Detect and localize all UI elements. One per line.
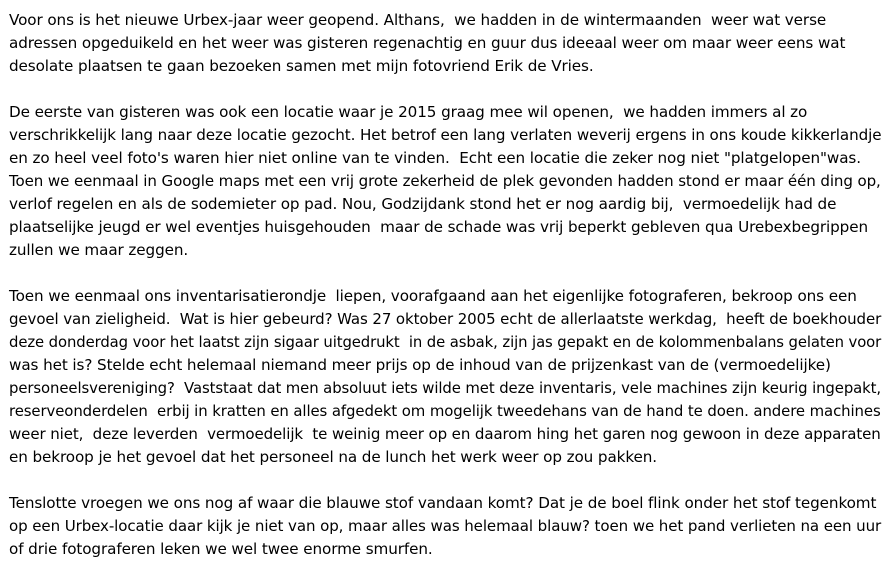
text-line: desolate plaatsen te gaan bezoeken samen met mijn fotovriend Erik de Vries. — [9, 57, 594, 75]
text-line: verschrikkelijk lang naar deze locatie gezocht. Het betrof een lang verlaten weverij ergens in ons koude kikkerlandje — [9, 126, 882, 144]
text-line: gevoel van zieligheid. Wat is hier gebeurd? Was 27 oktober 2005 echt de allerlaatste werkdag, heeft de boekhouder — [9, 310, 882, 328]
text-line: deze donderdag voor het laatst zijn sigaar uitgedrukt in de asbak, zijn jas gepakt en de kolommenbalans gelaten voor — [9, 333, 882, 351]
text-line: of drie fotograferen leken we wel twee enorme smurfen. — [9, 540, 433, 558]
paragraph-blue-dust — [9, 492, 881, 561]
text-line: zullen we maar zeggen. — [9, 241, 189, 259]
document-body — [9, 9, 881, 584]
text-line: plaatselijke jeugd er wel eventjes huisgehouden maar de schade was vrij beperkt gebleven qua Urebexbegrippen — [9, 218, 868, 236]
paragraph-intro — [9, 9, 881, 78]
text-line: reserveonderdelen erbij in kratten en alles afgedekt om mogelijk tweedehans van de hand te doen. andere machines — [9, 402, 881, 420]
text-line: en bekroop je het gevoel dat het personeel na de lunch het werk weer op zou pakken. — [9, 448, 657, 466]
text-line: was het is? Stelde echt helemaal niemand meer prijs op de inhoud van de prijzenkast van de (vermoedelijke) — [9, 356, 831, 374]
text-line: adressen opgeduikeld en het weer was gisteren regenachtig en guur dus ideeaal weer om maar weer eens wat — [9, 34, 846, 52]
text-line: Toen we eenmaal ons inventarisatierondje liepen, voorafgaand aan het eigenlijke fotograferen, bekroop ons een — [9, 287, 857, 305]
text-line: Voor ons is het nieuwe Urbex-jaar weer geopend. Althans, we hadden in de wintermaanden weer wat verse — [9, 11, 827, 29]
text-line: personeelsvereniging? Vaststaat dat men absoluut iets wilde met deze inventaris, vele machines zijn keurig ingepakt, — [9, 379, 882, 397]
text-line: verlof regelen en als de sodemieter op pad. Nou, Godzijdank stond het er nog aardig bij, vermoedelijk had de — [9, 195, 837, 213]
text-line: De eerste van gisteren was ook een locatie waar je 2015 graag mee wil openen, we hadden immers al zo — [9, 103, 808, 121]
text-line: weer niet, deze leverden vermoedelijk te weinig meer op en daarom hing het garen nog gewoon in deze apparaten — [9, 425, 881, 443]
text-line: op een Urbex-locatie daar kijk je niet van op, maar alles was helemaal blauw? toen we het pand verlieten na een uur — [9, 517, 882, 535]
paragraph-location — [9, 101, 881, 262]
paragraph-inventory — [9, 285, 881, 469]
text-line: Tenslotte vroegen we ons nog af waar die blauwe stof vandaan komt? Dat je de boel flink onder het stof tegenkomt — [9, 494, 877, 512]
text-line: Toen we eenmaal in Google maps met een vrij grote zekerheid de plek gevonden hadden stond er maar één ding op, — [9, 172, 881, 190]
text-line: en zo heel veel foto's waren hier niet online van te vinden. Echt een locatie die zeker nog niet "platgelopen"was. — [9, 149, 861, 167]
